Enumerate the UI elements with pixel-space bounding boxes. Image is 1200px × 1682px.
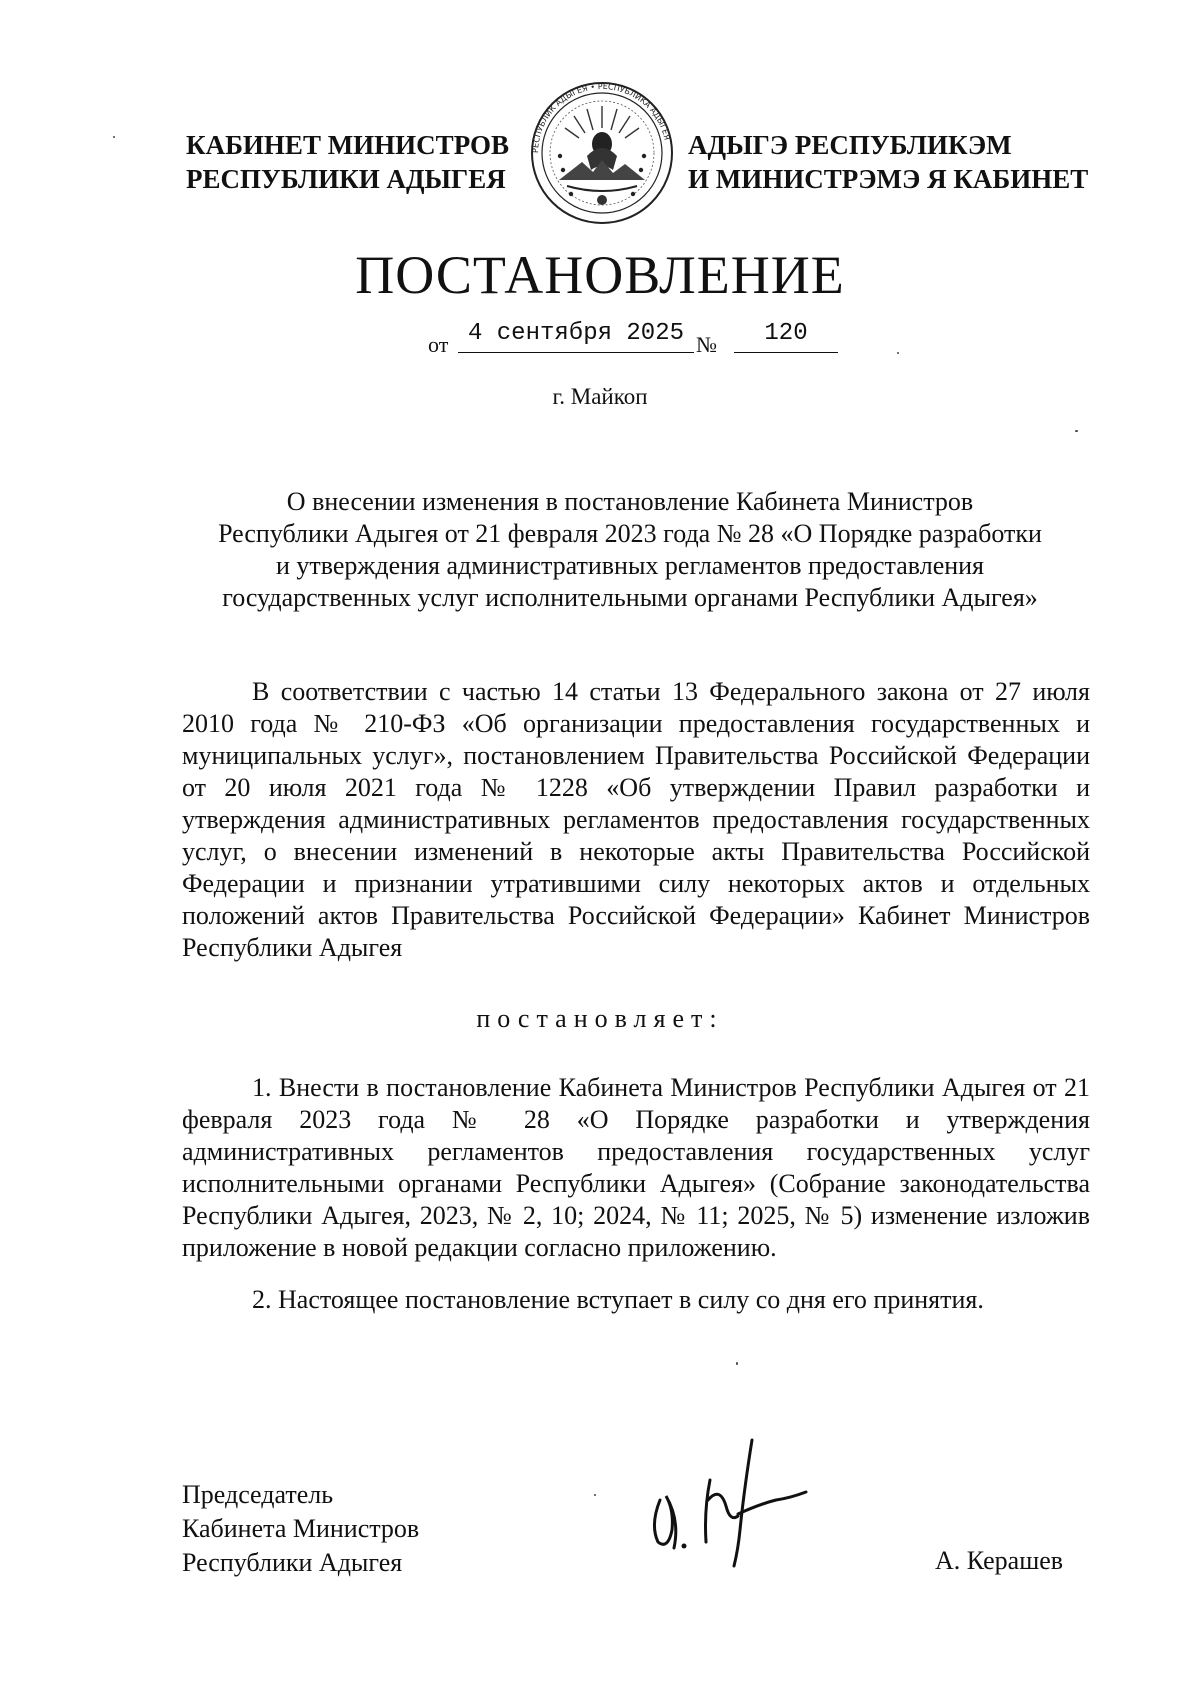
header-left-line1: КАБИНЕТ МИНИСТРОВ [186,130,510,160]
scan-speck [594,1494,596,1496]
document-number: 120 [734,318,838,353]
scan-speck [736,1362,738,1365]
document-subject [170,486,1090,614]
header-right [688,128,1088,196]
subject-line: и утверждения административных регламентов предоставления [275,551,985,580]
emblem-ring-text: РЕСПУБЛИК АДЫГЕЯ • РЕСПУБЛИКА АДЫГЕЯ [530,81,672,154]
coat-of-arms-icon [527,78,677,228]
position-line: Республики Адыгея [182,1548,403,1577]
item-1-paragraph: 1. Внести в постановление Кабинета Министров Республики Адыгея от 21 февраля 2023 года № 28 «О Порядке разработки и утверждения административных регламентов предоставления государственных услуг исполнительными органами Республики Адыгея» (Собрание законодательства Республики Адыгея, 2023, № 2, 10; 2024, № 11; 2025, № 5) изменение изложив приложение в новой редакции согласно приложению. [182,1073,1090,1262]
signatory-position [182,1478,419,1580]
header-left-line2: РЕСПУБЛИКИ АДЫГЕЯ [186,164,506,194]
document-title: ПОСТАНОВЛЕНИЕ [355,245,845,305]
header-left [186,128,509,196]
city: г. Майкоп [552,384,648,409]
scan-speck [113,136,115,138]
position-line: Кабинета Министров [182,1514,420,1543]
scan-speck [1075,430,1078,432]
handwritten-signature [640,1430,840,1570]
subject-line: Республики Адыгея от 21 февраля 2023 года № 28 «О Порядке разработки [218,519,1042,548]
preamble-paragraph: В соответствии с частью 14 статьи 13 Федерального закона от 27 июля 2010 года № 210-ФЗ «Об организации предоставления государственных и муниципальных услуг», постановлением Правительства Российской Федерации от 20 июля 2021 года № 1228 «Об утверждении Правил разработки и утверждения административных регламентов предоставления государственных услуг, о внесении изменений в некоторые акты Правительства Российской Федерации и признании утратившими силу некоторых актов и отдельных положений актов Правительства Российской Федерации» Кабинет Министров Республики Адыгея [182,677,1090,962]
scan-speck [897,352,899,354]
signatory-name: А. Керашев [935,1546,1064,1575]
decrees-heading: постановляет: [476,1004,724,1033]
header-right-line1: АДЫГЭ РЕСПУБЛИКЭМ [688,130,1012,160]
subject-line: государственных услуг исполнительными органами Республики Адыгея» [222,583,1038,612]
subject-line: О внесении изменения в постановление Кабинета Министров [286,487,974,516]
number-prefix: № [696,332,717,357]
position-line: Председатель [182,1480,334,1509]
item-2-paragraph: 2. Настоящее постановление вступает в силу со дня его принятия. [252,1285,984,1314]
header-right-line2: И МИНИСТРЭМЭ Я КАБИНЕТ [688,164,1089,194]
date-prefix: от [428,332,449,357]
date-number-line [428,318,848,358]
document-date: 4 сентября 2025 [458,318,694,353]
